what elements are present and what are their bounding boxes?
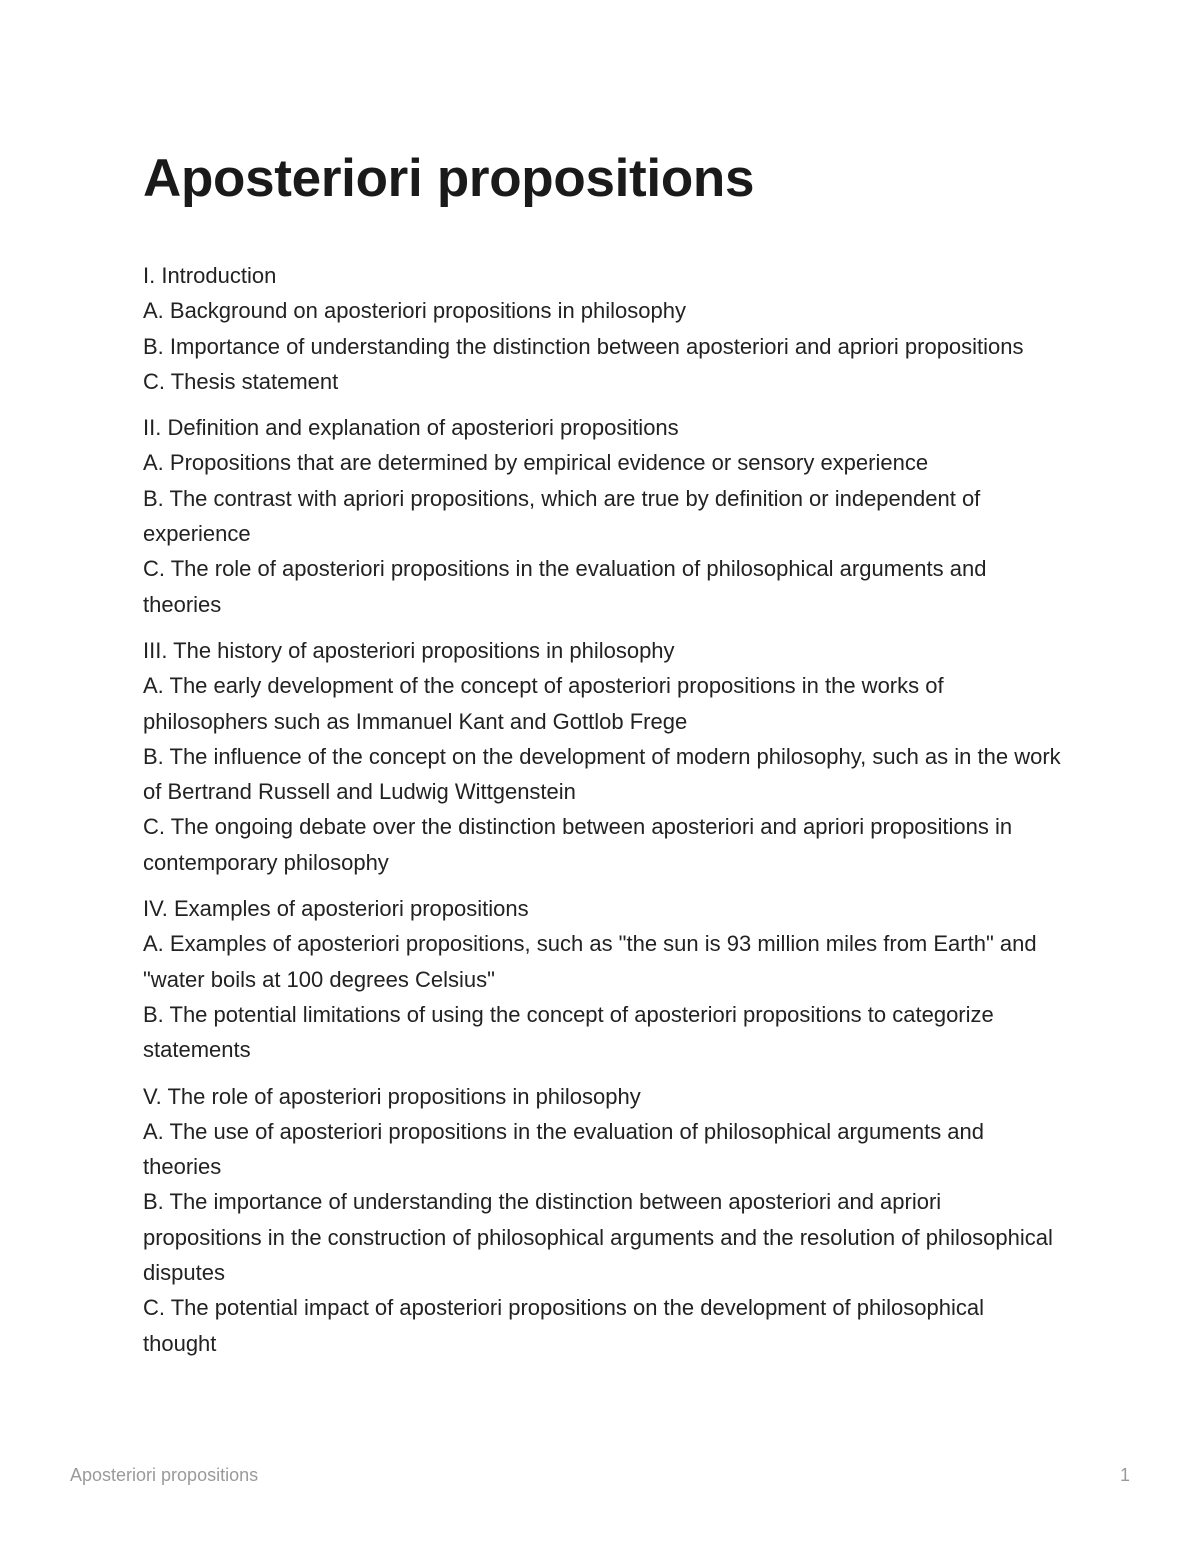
document-body <box>143 148 1063 1372</box>
outline-item: B. The influence of the concept on the development of modern philosophy, such as in the work of Bertrand Russell and Ludwig Wittgenstein <box>143 743 1061 805</box>
outline-item: A. Propositions that are determined by empirical evidence or sensory experience <box>143 450 929 476</box>
outline-item: A. The use of aposteriori propositions in the evaluation of philosophical arguments and theories <box>143 1118 985 1180</box>
outline-section <box>143 410 1063 622</box>
page-title: Aposteriori propositions <box>143 149 755 208</box>
section-heading: III. The history of aposteriori propositions in philosophy <box>143 637 675 663</box>
outline-section <box>143 1079 1063 1361</box>
outline-item: B. The contrast with apriori propositions, which are true by definition or independent of experience <box>143 485 981 547</box>
page-footer <box>70 1465 1130 1489</box>
outline-item: C. Thesis statement <box>143 368 339 394</box>
outline-item: A. Examples of aposteriori propositions, such as "the sun is 93 million miles from Earth" and "water boils at 100 degrees Celsius" <box>143 931 1037 992</box>
outline-item: A. Background on aposteriori propositions in philosophy <box>143 298 686 324</box>
section-heading: II. Definition and explanation of aposteriori propositions <box>143 415 679 441</box>
outline-item: C. The ongoing debate over the distinction between aposteriori and apriori propositions in contemporary philosophy <box>143 814 1013 875</box>
outline-item: A. The early development of the concept of aposteriori propositions in the works of philosophers such as Immanuel Kant and Gottlob Frege <box>143 673 944 734</box>
outline-section <box>143 633 1063 880</box>
outline-section <box>143 891 1063 1067</box>
outline-item: B. Importance of understanding the distinction between aposteriori and apriori propositions <box>143 333 1024 359</box>
section-heading: I. Introduction <box>143 263 277 288</box>
outline-item: B. The importance of understanding the distinction between aposteriori and apriori propositions in the construction of philosophical arguments and the resolution of philosophical disputes <box>143 1189 1053 1286</box>
outline-section <box>143 258 1063 399</box>
section-heading: IV. Examples of aposteriori propositions <box>143 896 529 922</box>
page-number: 1 <box>1119 1465 1130 1485</box>
outline-item: B. The potential limitations of using the concept of aposteriori propositions to categorize statements <box>143 1001 994 1063</box>
section-heading: V. The role of aposteriori propositions in philosophy <box>143 1083 641 1109</box>
footer-title: Aposteriori propositions <box>70 1465 259 1485</box>
outline-item: C. The role of aposteriori propositions in the evaluation of philosophical arguments and theories <box>143 556 987 617</box>
outline-item: C. The potential impact of aposteriori propositions on the development of philosophical thought <box>143 1295 984 1356</box>
